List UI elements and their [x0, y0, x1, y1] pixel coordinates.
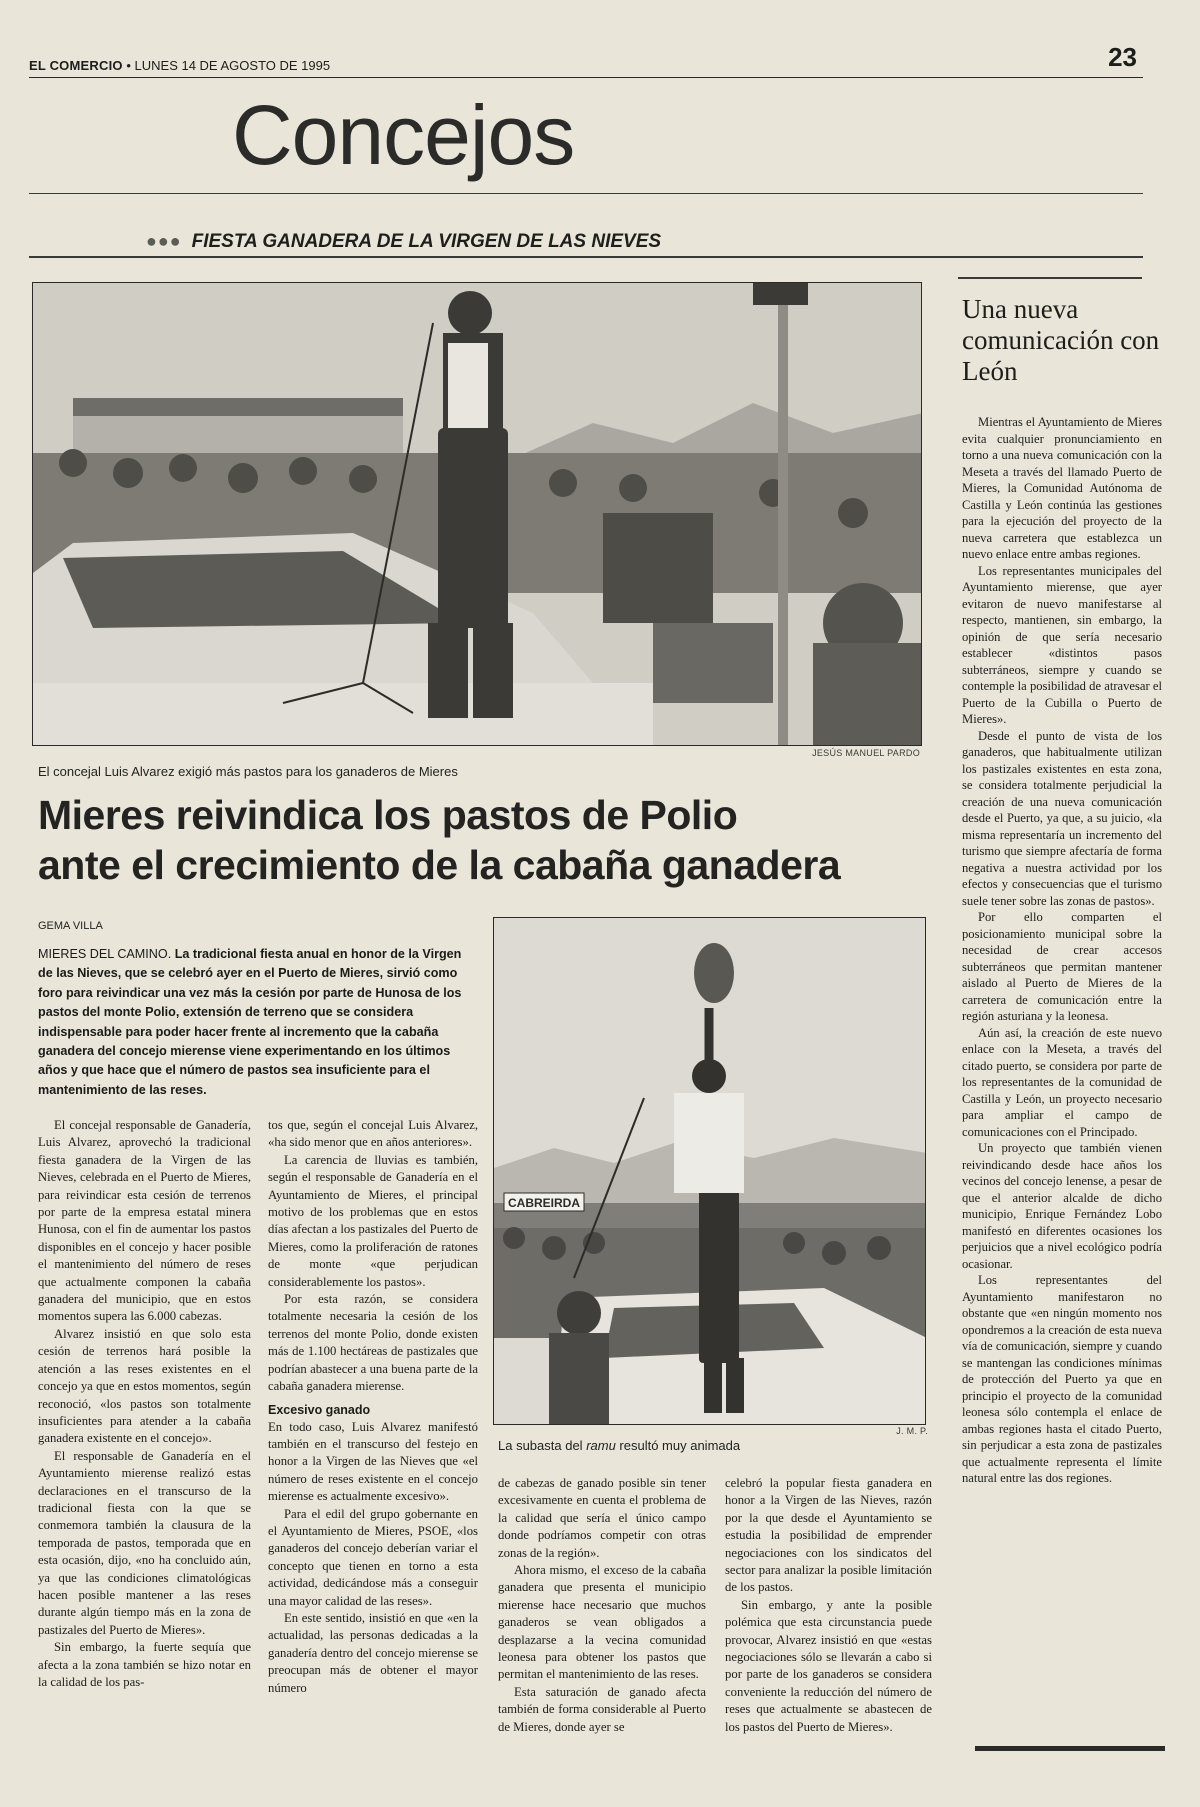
photo-auction — [493, 917, 926, 1425]
col1-paragraph-3: El responsable de Ganadería en el Ayuntamiento mierense realizó estas declaraciones en el transcurso de la tradicional fiesta con la que se conmemora también la clausura de la temporada de pastos, temporada que en esta ocasión, dijo, «no ha concluido aún, ya que las condiciones climatológicas hacen posible mantener a las reses durante algún tiempo más en la zona de pastizales del Puerto de Mieres». — [38, 1448, 251, 1637]
lead-text: La tradicional fiesta anual en honor de la Virgen de las Nieves, que se celebró ayer en el Puerto de Mieres, sirvió como foro para reivindicar una vez más la cesión por parte de Hunosa de los pastos del monte Polio, extensión de terreno que se considera indispensable para poder hacer frente al incremento que la cabaña ganadera del concejo mierense viene experimentando en los últimos años y que hace que el número de pastos sea insuficiente para el mantenimiento de las reses. — [38, 947, 462, 1097]
main-headline — [38, 790, 938, 890]
photo2-caption — [498, 1437, 918, 1455]
photo1-caption: El concejal Luis Alvarez exigió más pastos para los ganaderos de Mieres — [38, 764, 458, 779]
sidebar-paragraph-7: Los representantes del Ayuntamiento manifestaron no obstante que «en ningún momento nos opondremos a la creación de esta nueva vía de comunicación, siempre y cuando se mantengan las condiciones mínimas de protección del Puerto ya que en principio el proyecto de la comunidad leonesa sólo contempla el enlace de ambas regiones hasta el citado Puerto, sin perjudicar a esta zona de pastizales que actualmente representa el límite natural entre las dos regiones. — [962, 1273, 1163, 1485]
col4-paragraph-1: celebró la popular fiesta ganadera en honor a la Virgen de las Nieves, razón por la que desde el Ayuntamiento se estudia la posibilidad de emprender negociaciones con los sindicatos del sector para analizar la posible limitación de los pastos. — [725, 1476, 932, 1595]
col3-paragraph-2: Ahora mismo, el exceso de la cabaña ganadera que presenta el municipio mierense hace necesario que muchos ganaderos se vean obligados a desplazarse a la vecina comunidad leonesa para obtener los pastos que permitan el mantenimiento de las reses. — [498, 1563, 706, 1682]
col2-paragraph-5: Para el edil del grupo gobernante en el Ayuntamiento de Mieres, PSOE, «los ganaderos del concejo deberían variar el concepto que tienen en torno a esta actividad, dedicándose más a conseguir una mayor calidad de las reses». — [268, 1506, 478, 1608]
col1-paragraph-4: Sin embargo, la fuerte sequía que afecta a la zona también se hizo notar en la calidad de los pas- — [38, 1640, 251, 1689]
sidebar-end-rule — [975, 1746, 1165, 1751]
kicker — [146, 226, 946, 256]
masthead — [29, 42, 1143, 78]
body-column-2 — [268, 1117, 478, 1697]
sidebar-title: Una nueva comunicación con León — [962, 294, 1160, 386]
sidebar-paragraph-1: Mientras el Ayuntamiento de Mieres evita cualquier pronunciamiento en torno a una nueva comunicación con la Meseta a través del llamado Puerto de Mieres, la Comunidad Autónoma de Castilla y León continúa las gestiones para la ejecución del proyecto de la nueva carretera que establezca un nuevo enlace entre ambas regiones. — [962, 415, 1162, 561]
col2-paragraph-1: tos que, según el concejal Luis Alvarez, «ha sido menor que en años anteriores». — [268, 1118, 478, 1150]
sidebar-column — [962, 414, 1162, 1487]
sidebar-rule — [958, 277, 1142, 279]
photo-speaker-illustration — [33, 283, 922, 746]
photo1-credit: JESÚS MANUEL PARDO — [812, 748, 920, 758]
body-column-4 — [725, 1475, 932, 1736]
body-column-1 — [38, 1117, 251, 1691]
lead-paragraph — [38, 945, 473, 1100]
col2-paragraph-4: En todo caso, Luis Alvarez manifestó también en el transcurso del festejo en honor a la Virgen de las Nieves que «el número de reses existente en el concejo mierense es actualmente excesivo». — [268, 1419, 478, 1504]
byline: GEMA VILLA — [38, 920, 103, 932]
col3-paragraph-1: de cabezas de ganado posible sin tener excesivamente en cuenta el problema de la calidad que sería el único campo donde podríamos competir con otras zonas de la región». — [498, 1476, 706, 1560]
sidebar-paragraph-2: Los representantes municipales del Ayuntamiento mierense, que ayer evitaron de nuevo manifestarse al respecto, mantienen, sin embargo, la opinión de que sería necesario establecer «distintos pasos subterráneos, siempre y cuando se contemple la posibilidad de atravesar el Puerto de la Cubilla o Puerto de Mieres». — [962, 563, 1162, 726]
sidebar-paragraph-3: Desde el punto de vista de los ganaderos, que habitualmente utilizan los pastizales existentes en esta zona, se considera totalmente perjudicial la creación de una nueva comunicación desde el Puerto, ya que, a su juicio, «la misma representaría un incremento del turismo que siempre afectaría de forma negativa a nuestra actividad por los efectos y consecuencias que el turismo suele tener sobre las zonas de pastos». — [962, 728, 1162, 908]
photo2-credit: J. M. P. — [896, 1426, 928, 1436]
col1-paragraph-2: Alvarez insistió en que solo esta cesión de terrenos hará posible la atención a las reses existentes en el concejo ya que en estos momentos, según reconoció, «los pastos son totalmente insuficientes para atender a la cabaña ganadera existente en el concejo». — [38, 1326, 251, 1446]
sidebar-paragraph-4: Por ello comparten el posicionamiento municipal sobre la necesidad de crear accesos subterráneos que permitan mantener aislado al Puerto de Mieres de la carretera de comunicación entre la región asturiana y la leonesa. — [962, 910, 1162, 1023]
section-title: Concejos — [232, 88, 575, 182]
headline-line-1: Mieres reivindica los pastos de Polio — [38, 792, 738, 838]
page-number: 23 — [1108, 42, 1137, 72]
body-column-3 — [498, 1475, 706, 1736]
subhead-excesivo-ganado: Excesivo ganado — [268, 1402, 371, 1417]
newspaper-name: EL COMERCIO — [29, 58, 123, 73]
sidebar-paragraph-6: Un proyecto que también vienen reivindicando desde hace años los vecinos del concejo lenense, a pesar de que el anterior alcalde de dicho municipio, Enrique Fernández Lobo manifestó en diferentes ocasiones los perjuicios que a nivel ecológico podría ocasionar. — [962, 1141, 1162, 1271]
sidebar-paragraph-5: Aún así, la creación de este nuevo enlace con la Meseta, a través del citado puerto, se considera por parte de los representantes de la comunidad de Castilla y León, un proyecto necesario para ampliar el campo de comunicaciones con el Principado. — [962, 1025, 1162, 1139]
photo2-caption-after: resultó muy animada — [615, 1438, 741, 1453]
col4-paragraph-2: Sin embargo, y ante la posible polémica que esta circunstancia puede provocar, Alvarez insistió en que «estas negociaciones sólo se llevarán a cabo si por parte de los ganaderos se considera conveniente la reducción del número de reses que actualmente se abastecen de los pastos del Puerto de Mieres». — [725, 1597, 932, 1734]
dateline: MIERES DEL CAMINO. — [38, 947, 172, 961]
col1-paragraph-1: El concejal responsable de Ganadería, Luis Alvarez, aprovechó la tradicional fiesta ganadera de la Virgen de las Nieves, celebrada en el Puerto de Mieres, para reivindicar esta cesión de terrenos por parte de la empresa estatal minera Hunosa, con el fin de aumentar los pastos disponibles en el concejo y hacer posible el mantenimiento del número de reses que actualmente componen la cabaña ganadera del municipio, que en estos momentos supera las 6.000 cabezas. — [38, 1118, 251, 1324]
masthead-bullet: • — [126, 58, 131, 73]
photo-auction-illustration — [494, 918, 926, 1425]
col2-paragraph-2: La carencia de lluvias es también, según el responsable de Ganadería en el Ayuntamiento de Mieres, el principal motivo de los problemas que en estos días afectan a los pastizales del Puerto de Mieres, como la proliferación de ratones de monte «que perjudican considerablemente los pastos». — [268, 1152, 478, 1289]
headline-line-2: ante el crecimiento de la cabaña ganadera — [38, 842, 841, 888]
kicker-text: FIESTA GANADERA DE LA VIRGEN DE LAS NIEVES — [191, 231, 662, 252]
col2-paragraph-3: Por esta razón, se considera totalmente necesaria la cesión de los terrenos del monte Polio, donde existen más de 1.100 hectáreas de pastizales que podrían abastecer a una buena parte de la cabaña ganadera mierense. — [268, 1292, 478, 1394]
photo2-caption-italic: ramu — [586, 1438, 616, 1453]
banner-sign: CABREIRDA — [508, 1196, 580, 1210]
issue-date: LUNES 14 DE AGOSTO DE 1995 — [134, 58, 331, 73]
section-rule-top — [29, 193, 1143, 194]
section-rule-bottom — [29, 256, 1143, 258]
col3-paragraph-3: Esta saturación de ganado afecta también de forma considerable al Puerto de Mieres, donde ayer se — [498, 1684, 706, 1734]
kicker-dots: ●●● — [146, 231, 182, 251]
photo2-caption-before: La subasta del — [498, 1438, 587, 1453]
photo-speaker-on-car — [32, 282, 922, 746]
col2-paragraph-6: En este sentido, insistió en que «en la actualidad, las personas dedicadas a la ganadería dentro del concejo mierense se preocupan más de obtener el mayor número — [268, 1610, 478, 1695]
